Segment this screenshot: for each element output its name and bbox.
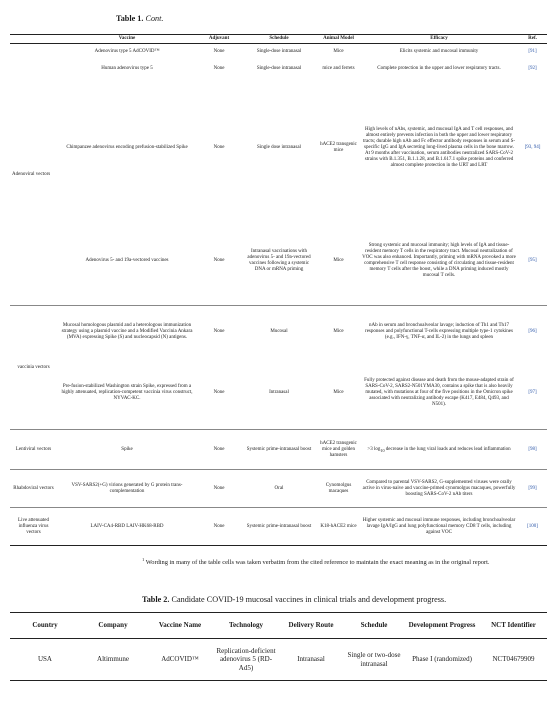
cell-vaccine: Adenovirus 5- and 19a-vectored vaccines bbox=[85, 258, 169, 264]
cell-vaccine: Chimpanzee adenovirus encoding prefusion-stabilized Spike bbox=[66, 144, 188, 150]
table2-header-company: Company bbox=[80, 613, 146, 639]
cell-efficacy bbox=[360, 430, 518, 470]
cell-schedule: Single or two-dose intranasal bbox=[344, 639, 404, 681]
cell-model: mice and ferrets bbox=[322, 66, 355, 71]
cell-schedule: Single-dose intranasal bbox=[241, 44, 317, 61]
cell-country: USA bbox=[10, 639, 80, 681]
cell-schedule: Single dose intranasal bbox=[257, 144, 301, 150]
cell-vaccine-name: AdCOVID™ bbox=[146, 639, 214, 681]
cell-adjuvant: None bbox=[213, 144, 225, 150]
table2-header-technology: Technology bbox=[214, 613, 278, 639]
cell-schedule: Intranasal bbox=[269, 390, 289, 396]
cell-model: K18-hACE2 mice bbox=[317, 508, 360, 546]
cell-ref-link[interactable]: [97] bbox=[528, 390, 537, 396]
cell-vaccine: Human adenovirus type 5 bbox=[101, 66, 153, 71]
cell-efficacy: nAb in serum and bronchoalveolar lavage; induction of Th1 and Th17 responses and polyfunctional T-cells expressing multiple type-1 cytokines (e.g., IFN-γ, TNF-α, and IL-2) in the lungs and spleen bbox=[360, 306, 518, 358]
cell-efficacy: Strong systemic and mucosal immunity; high levels of IgA and tissue-resident memory T cells in the respiratory tract. Mucosal neutralization of VOC was also enhanced. Importantly, priming with mRNA provoked a more comprehensive T cell response consisting of circulating and tissue-resident memory T cells after the boost, while a DNA priming induced mostly mucosal T cells. bbox=[362, 243, 516, 279]
efficacy-log-rest: decrease in the lung viral loads and reduces lead inflammation bbox=[384, 446, 511, 452]
table2-header-vaccine-name: Vaccine Name bbox=[146, 613, 214, 639]
cell-model: Mice bbox=[333, 390, 344, 396]
cell-ref-link[interactable]: [98] bbox=[518, 430, 547, 470]
cell-schedule: Intranasal vaccinations with adenovirus 5- and 19a-vectored vaccines following a systemic DNA or mRNA priming bbox=[247, 249, 311, 273]
table1-header-adjuvant: Adjuvant bbox=[197, 35, 241, 44]
cell-schedule: Systemic prime-intranasal boost bbox=[241, 508, 317, 546]
table-row bbox=[10, 358, 547, 430]
table2-title-label: Table 2. bbox=[142, 595, 170, 604]
table-row bbox=[10, 470, 547, 508]
table1-title bbox=[116, 14, 163, 23]
cell-vaccine: Pre-fusion-stabilized Washington strain Spike, expressed from a highly attenuated, replication-competent vaccinia virus construct, NYVAC-KC. bbox=[61, 384, 193, 402]
table1-header-group bbox=[10, 35, 57, 44]
table1-footnote bbox=[142, 557, 542, 567]
table1-title-label: Table 1. bbox=[116, 14, 144, 23]
efficacy-log-prefix: >3 log bbox=[367, 446, 381, 452]
table2-header-development-progress: Development Progress bbox=[404, 613, 480, 639]
cell-adjuvant: None bbox=[197, 508, 241, 546]
table2-header-nct-identifier: NCT Identifier bbox=[480, 613, 547, 639]
cell-schedule: Mucosal bbox=[241, 306, 317, 358]
table-row bbox=[10, 218, 547, 306]
table2-title-text: Candidate COVID-19 mucosal vaccines in clinical trials and development progress. bbox=[169, 595, 447, 604]
cell-efficacy: Complete protection in the upper and lower respiratory tracts. bbox=[377, 66, 501, 71]
table1-header-animal-model: Animal Model bbox=[317, 35, 360, 44]
cell-vaccine: VSV-SARS2(+G) virions generated by G protein trans-complementation bbox=[57, 470, 197, 508]
cell-efficacy: Higher systemic and mucosal immune responses, including bronchoalveolar lavage IgA/IgG and lung polyfunctional memory CD8 T cells, including against VOC bbox=[360, 508, 518, 546]
cell-model: Cynomolgus macaques bbox=[317, 470, 360, 508]
cell-company: Altimmune bbox=[80, 639, 146, 681]
table1-title-cont: Cont. bbox=[145, 14, 164, 23]
cell-schedule: Systemic prime-intranasal boost bbox=[241, 430, 317, 470]
table-row bbox=[10, 306, 547, 358]
cell-adjuvant: None bbox=[197, 430, 241, 470]
cell-development-progress: Phase I (randomized) bbox=[404, 639, 480, 681]
table1 bbox=[10, 34, 547, 546]
cell-delivery-route: Intranasal bbox=[278, 639, 344, 681]
cell-adjuvant: None bbox=[197, 44, 241, 61]
table-row bbox=[10, 508, 547, 546]
cell-ref-link[interactable]: [100] bbox=[518, 508, 547, 546]
table-row bbox=[10, 44, 547, 61]
table2-title bbox=[142, 595, 446, 604]
table1-header-efficacy: Efficacy bbox=[360, 35, 518, 44]
cell-vaccine: Spike bbox=[57, 430, 197, 470]
table2-header-country: Country bbox=[10, 613, 80, 639]
cell-adjuvant: None bbox=[213, 390, 225, 396]
table1-header-schedule: Schedule bbox=[241, 35, 317, 44]
group-label-lentiviral: Lentiviral vectors bbox=[10, 430, 57, 470]
cell-model: Mice bbox=[317, 306, 360, 358]
cell-efficacy: Fully protected against disease and death from the mouse-adapted strain of SARS-CoV-2, SARS2-N501YMA30, contains a spike that is also heavily mutated, with mutations at four of the five positions in the Omicron spike associated with neutralizing antibody escape (K417, E484, Q493, and N501). bbox=[364, 378, 514, 408]
cell-efficacy: Compared to parental VSV-SARS2, G-supplemented viruses were orally active in virus-naive and vaccine-primed cynomolgus macaques, powerfully boosting SARS-CoV-2 nAb titers bbox=[360, 470, 518, 508]
table-row bbox=[10, 78, 547, 218]
cell-vaccine: Adenovirus type 5 AdCOVID™ bbox=[57, 44, 197, 61]
cell-nct-identifier: NCT04679909 bbox=[480, 639, 547, 681]
group-label-rhabdoviral: Rhabdoviral vectors bbox=[10, 470, 57, 508]
cell-vaccine: LAIV-CA4-RBD LAIV-HK68-RBD bbox=[57, 508, 197, 546]
cell-ref-link[interactable]: [99] bbox=[518, 470, 547, 508]
cell-adjuvant: None bbox=[213, 66, 225, 71]
table-row bbox=[10, 430, 547, 470]
cell-adjuvant: None bbox=[213, 258, 225, 264]
table2 bbox=[10, 612, 547, 681]
cell-model: Mice bbox=[333, 258, 344, 264]
cell-efficacy: High levels of nAbs, systemic, and mucosal IgA and T cell responses, and almost entirely prevents infection in both the upper and lower respiratory tracts; durable high nAb and Fc effector antibody responses in serum and S-specific IgG and IgA secreting long-lived plasma cells in the bone marrow. At 9 months after vaccination, serum antibodies neutralized SARS-CoV-2 strains with B.1.351, B.1.1.28, and B.1.617.1 spike proteins and conferred almost complete protection in the URT and LRT bbox=[362, 126, 516, 168]
cell-ref-link[interactable]: [92] bbox=[528, 66, 537, 71]
cell-ref-link[interactable]: [95] bbox=[528, 258, 537, 264]
cell-model: Mice bbox=[317, 44, 360, 61]
efficacy-log-base: 10 bbox=[380, 447, 385, 453]
cell-technology: Replication-deficient adenovirus 5 (RD-Ad5) bbox=[214, 639, 278, 681]
cell-adjuvant: None bbox=[197, 470, 241, 508]
cell-model: hACE2 transgenic mice and golden hamsters bbox=[317, 430, 360, 470]
table1-header-ref: Ref. bbox=[518, 35, 547, 44]
cell-ref-link[interactable]: [91] bbox=[518, 44, 547, 61]
table1-header-row bbox=[10, 35, 547, 44]
table2-header-row bbox=[10, 613, 547, 639]
cell-model: hACE2 transgenic mice bbox=[320, 141, 357, 153]
cell-efficacy: Elicits systemic and mucosal immunity bbox=[360, 44, 518, 61]
group-label-vaccinia: vaccinia vectors bbox=[10, 306, 57, 430]
cell-schedule: Oral bbox=[241, 470, 317, 508]
cell-ref-link[interactable]: [93, 94] bbox=[524, 144, 541, 150]
cell-schedule: Single-dose intranasal bbox=[256, 66, 302, 71]
group-label-adenoviral: Adenoviral vectors bbox=[10, 44, 57, 306]
table2-header-schedule: Schedule bbox=[344, 613, 404, 639]
group-label-laiv: Live attenuated influenza virus vectors bbox=[10, 508, 57, 546]
footnote-mark: 1 bbox=[142, 557, 145, 562]
footnote-text: Wording in many of the table cells was taken verbatim from the cited reference to maintain the exact meaning as in the original report. bbox=[144, 559, 490, 567]
table-row bbox=[10, 61, 547, 78]
table2-header-delivery-route: Delivery Route bbox=[278, 613, 344, 639]
cell-vaccine: Mucosal homologous plasmid and a heterologous immunization strategy using a plasmid vaccine and a Modified Vaccinia Ankara (MVA) expressing Spike (S) and nucleocapsid (N) antigens. bbox=[57, 306, 197, 358]
table1-header-vaccine: Vaccine bbox=[57, 35, 197, 44]
cell-adjuvant: None bbox=[197, 306, 241, 358]
cell-ref-link[interactable]: [96] bbox=[518, 306, 547, 358]
table-row bbox=[10, 639, 547, 681]
